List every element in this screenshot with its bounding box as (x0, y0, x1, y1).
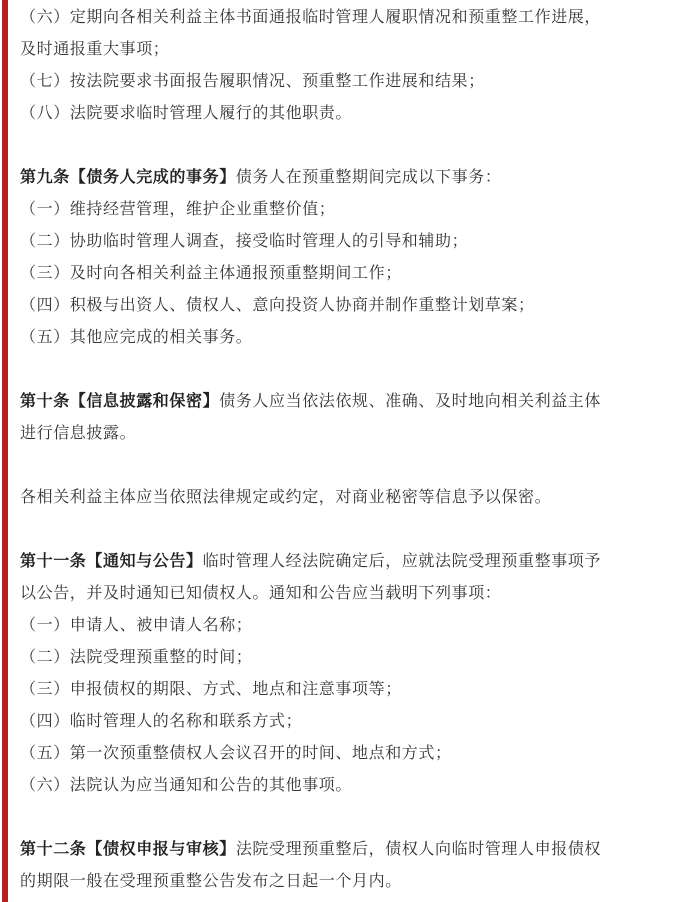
text-line: （六）法院认为应当通知和公告的其他事项。 (20, 775, 353, 794)
text-line: 及时通报重大事项； (20, 39, 170, 58)
text-line: （五）其他应完成的相关事务。 (20, 327, 253, 346)
text-line: （一）申请人、被申请人名称； (20, 615, 253, 634)
text-line: （一）维持经营管理，维护企业重整价值； (20, 199, 336, 218)
article-10-intro: 债务人应当依法依规、准确、及时地向相关利益主体 (219, 391, 602, 410)
text-line: （六）定期向各相关利益主体书面通报临时管理人履职情况和预重整工作进展， (20, 7, 602, 26)
article-10-line (20, 390, 601, 412)
text-line: 各相关利益主体应当依照法律规定或约定，对商业秘密等信息予以保密。 (20, 487, 552, 506)
article-12-intro: 法院受理预重整后，债权人向临时管理人申报债权 (235, 839, 602, 858)
text-line: （八）法院要求临时管理人履行的其他职责。 (20, 103, 353, 122)
text-line: 的期限一般在受理预重整公告发布之日起一个月内。 (20, 871, 402, 890)
article-9-heading: 第九条【债务人完成的事务】 (20, 167, 236, 186)
text-line: （三）申报债权的期限、方式、地点和注意事项等； (20, 679, 402, 698)
text-line: （二）协助临时管理人调查，接受临时管理人的引导和辅助； (20, 231, 469, 250)
text-line: 进行信息披露。 (20, 423, 137, 442)
article-12-line (20, 838, 601, 860)
text-line: 以公告，并及时通知已知债权人。通知和公告应当载明下列事项： (20, 583, 502, 602)
text-line: （七）按法院要求书面报告履职情况、预重整工作进展和结果； (20, 71, 485, 90)
article-11-line (20, 550, 601, 572)
text-line: （五）第一次预重整债权人会议召开的时间、地点和方式； (20, 743, 452, 762)
article-10-heading: 第十条【信息披露和保密】 (20, 391, 220, 410)
article-11-heading: 第十一条【通知与公告】 (20, 551, 203, 570)
text-line: （三）及时向各相关利益主体通报预重整期间工作； (20, 263, 402, 282)
text-line: （四）积极与出资人、债权人、意向投资人协商并制作重整计划草案； (20, 295, 535, 314)
article-9-intro: 债务人在预重整期间完成以下事务： (235, 167, 502, 186)
article-12-heading: 第十二条【债权申报与审核】 (20, 839, 236, 858)
article-11-intro: 临时管理人经法院确定后，应就法院受理预重整事项予 (202, 551, 602, 570)
left-accent-bar (2, 0, 8, 902)
text-line: （二）法院受理预重整的时间； (20, 647, 253, 666)
article-9-line (20, 166, 501, 188)
text-line: （四）临时管理人的名称和联系方式； (20, 711, 303, 730)
